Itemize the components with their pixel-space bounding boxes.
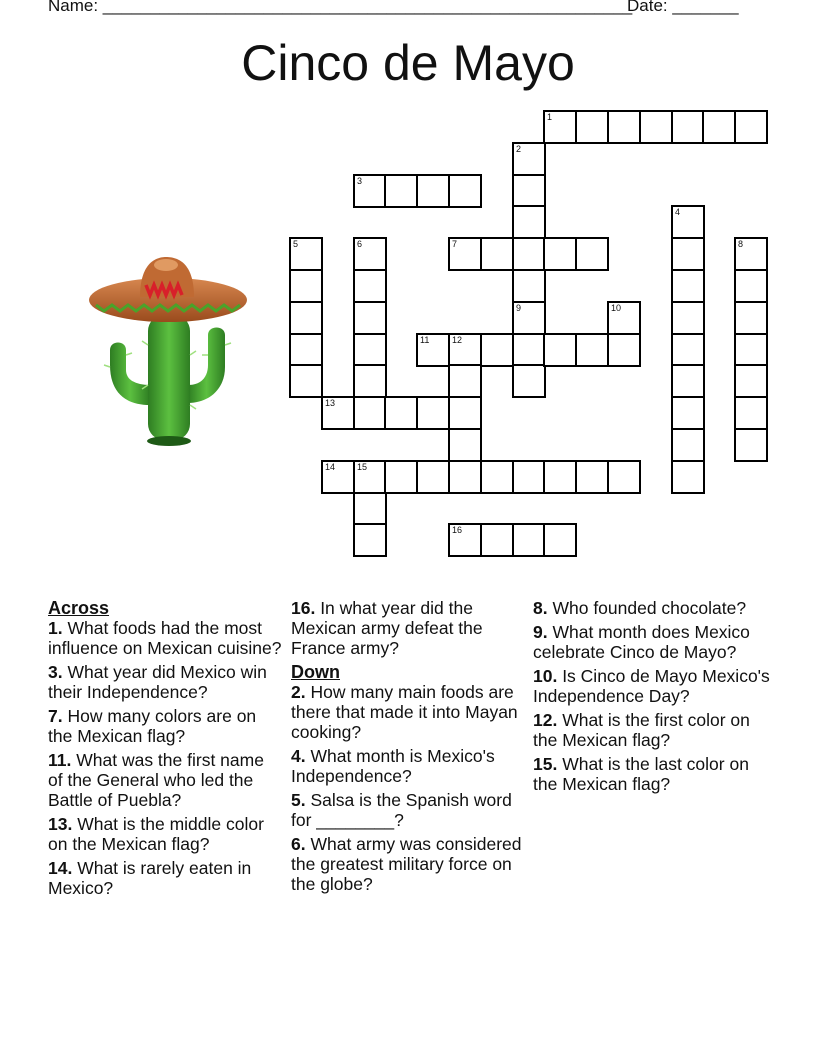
crossword-cell[interactable] <box>543 237 577 271</box>
crossword-cell[interactable] <box>512 174 546 208</box>
clue-across-16: 16. In what year did the Mexican army defeat the France army? <box>291 598 483 658</box>
clue-down-15: 15. What is the last color on the Mexican flag? <box>533 754 749 794</box>
crossword-cell[interactable] <box>734 428 768 462</box>
crossword-cell[interactable] <box>448 428 482 462</box>
crossword-cell[interactable] <box>416 396 450 430</box>
crossword-cell[interactable] <box>734 333 768 367</box>
clue-number: 13 <box>325 398 336 408</box>
crossword-cell[interactable] <box>448 237 482 271</box>
crossword-cell[interactable] <box>289 301 323 335</box>
crossword-cell[interactable] <box>321 396 355 430</box>
crossword-cell[interactable] <box>671 333 705 367</box>
sombrero-cactus-illustration <box>88 255 253 450</box>
name-line: Name: ________________________________________________________ <box>48 0 633 15</box>
crossword-cell[interactable] <box>384 174 418 208</box>
clue-number: 6 <box>357 239 363 249</box>
crossword-cell[interactable] <box>353 174 387 208</box>
clue-number: 2 <box>516 144 522 154</box>
crossword-cell[interactable] <box>448 523 482 557</box>
crossword-cell[interactable] <box>353 333 387 367</box>
crossword-cell[interactable] <box>353 301 387 335</box>
crossword-cell[interactable] <box>671 460 705 494</box>
crossword-cell[interactable] <box>416 333 450 367</box>
crossword-cell[interactable] <box>512 301 546 335</box>
crossword-cell[interactable] <box>639 110 673 144</box>
crossword-cell[interactable] <box>671 205 705 239</box>
crossword-cell[interactable] <box>543 523 577 557</box>
crossword-cell[interactable] <box>289 237 323 271</box>
clue-number: 4 <box>675 207 681 217</box>
crossword-cell[interactable] <box>512 333 546 367</box>
clue-across-3: 3. What year did Mexico win their Independence? <box>48 662 267 702</box>
crossword-cell[interactable] <box>353 460 387 494</box>
crossword-cell[interactable] <box>734 364 768 398</box>
crossword-cell[interactable] <box>353 492 387 526</box>
page-title: Cinco de Mayo <box>241 35 575 91</box>
crossword-cell[interactable] <box>512 205 546 239</box>
clue-down-12: 12. What is the first color on the Mexican flag? <box>533 710 750 750</box>
crossword-cell[interactable] <box>734 110 768 144</box>
crossword-cell[interactable] <box>734 237 768 271</box>
crossword-cell[interactable] <box>575 237 609 271</box>
crossword-cell[interactable] <box>671 301 705 335</box>
crossword-cell[interactable] <box>321 460 355 494</box>
clue-number: 7 <box>452 239 458 249</box>
crossword-cell[interactable] <box>448 174 482 208</box>
clue-down-10: 10. Is Cinco de Mayo Mexico's Independence Day? <box>533 666 770 706</box>
crossword-cell[interactable] <box>512 269 546 303</box>
crossword-cell[interactable] <box>702 110 736 144</box>
across-heading: Across <box>48 598 110 618</box>
clue-across-7: 7. How many colors are on the Mexican flag? <box>48 706 257 746</box>
clues-column-3 <box>533 598 773 798</box>
crossword-cell[interactable] <box>416 174 450 208</box>
clue-number: 15 <box>357 462 368 472</box>
crossword-cell[interactable] <box>353 364 387 398</box>
clue-number: 1 <box>547 112 553 122</box>
crossword-cell[interactable] <box>512 460 546 494</box>
crossword-cell[interactable] <box>543 460 577 494</box>
crossword-cell[interactable] <box>607 301 641 335</box>
crossword-cell[interactable] <box>671 428 705 462</box>
crossword-cell[interactable] <box>671 110 705 144</box>
clue-number: 12 <box>452 335 463 345</box>
crossword-cell[interactable] <box>607 460 641 494</box>
crossword-cell[interactable] <box>575 460 609 494</box>
down-heading: Down <box>291 662 340 682</box>
crossword-cell[interactable] <box>575 110 609 144</box>
clue-number: 5 <box>293 239 299 249</box>
crossword-cell[interactable] <box>543 333 577 367</box>
clue-across-11: 11. What was the first name of the General who led the Battle of Puebla? <box>48 750 264 810</box>
crossword-cell[interactable] <box>512 237 546 271</box>
crossword-cell[interactable] <box>353 269 387 303</box>
crossword-cell[interactable] <box>734 301 768 335</box>
clue-across-14: 14. What is rarely eaten in Mexico? <box>48 858 252 898</box>
crossword-cell[interactable] <box>384 396 418 430</box>
crossword-cell[interactable] <box>448 396 482 430</box>
crossword-cell[interactable] <box>543 110 577 144</box>
crossword-cell[interactable] <box>575 333 609 367</box>
crossword-cell[interactable] <box>289 333 323 367</box>
crossword-cell[interactable] <box>480 523 514 557</box>
crossword-cell[interactable] <box>512 364 546 398</box>
clue-number: 14 <box>325 462 336 472</box>
clue-number: 8 <box>738 239 744 249</box>
clue-down-9: 9. What month does Mexico celebrate Cinco de Mayo? <box>533 622 750 662</box>
crossword-cell[interactable] <box>448 460 482 494</box>
crossword-cell[interactable] <box>512 523 546 557</box>
crossword-cell[interactable] <box>671 237 705 271</box>
clue-down-5: 5. Salsa is the Spanish word for ________? <box>291 790 512 830</box>
crossword-cell[interactable] <box>353 396 387 430</box>
crossword-cell[interactable] <box>607 333 641 367</box>
clues-column-2 <box>291 598 525 898</box>
clue-number: 11 <box>420 335 430 345</box>
clue-down-8: 8. Who founded chocolate? <box>533 598 747 618</box>
clue-down-2: 2. How many main foods are there that made it into Mayan cooking? <box>291 682 518 742</box>
date-line: Date: _______ <box>627 0 739 15</box>
crossword-cell[interactable] <box>353 237 387 271</box>
crossword-cell[interactable] <box>416 460 450 494</box>
crossword-cell[interactable] <box>448 364 482 398</box>
clue-number: 9 <box>516 303 522 313</box>
clue-down-6: 6. What army was considered the greatest military force on the globe? <box>291 834 522 894</box>
crossword-cell[interactable] <box>734 269 768 303</box>
crossword-cell[interactable] <box>480 237 514 271</box>
clue-across-13: 13. What is the middle color on the Mexican flag? <box>48 814 264 854</box>
clue-number: 10 <box>611 303 622 313</box>
crossword-cell[interactable] <box>512 142 546 176</box>
clue-number: 16 <box>452 525 463 535</box>
clue-across-1: 1. What foods had the most influence on Mexican cuisine? <box>48 618 282 658</box>
crossword-cell[interactable] <box>353 523 387 557</box>
crossword-cell[interactable] <box>289 364 323 398</box>
crossword-cell[interactable] <box>671 364 705 398</box>
crossword-cell[interactable] <box>289 269 323 303</box>
clue-down-4: 4. What month is Mexico's Independence? <box>291 746 495 786</box>
clue-number: 3 <box>357 176 363 186</box>
crossword-cell[interactable] <box>734 396 768 430</box>
crossword-cell[interactable] <box>480 333 514 367</box>
crossword-cell[interactable] <box>607 110 641 144</box>
crossword-cell[interactable] <box>448 333 482 367</box>
crossword-cell[interactable] <box>671 269 705 303</box>
clues-column-1 <box>48 598 282 902</box>
crossword-cell[interactable] <box>480 460 514 494</box>
crossword-cell[interactable] <box>384 460 418 494</box>
crossword-cell[interactable] <box>671 396 705 430</box>
